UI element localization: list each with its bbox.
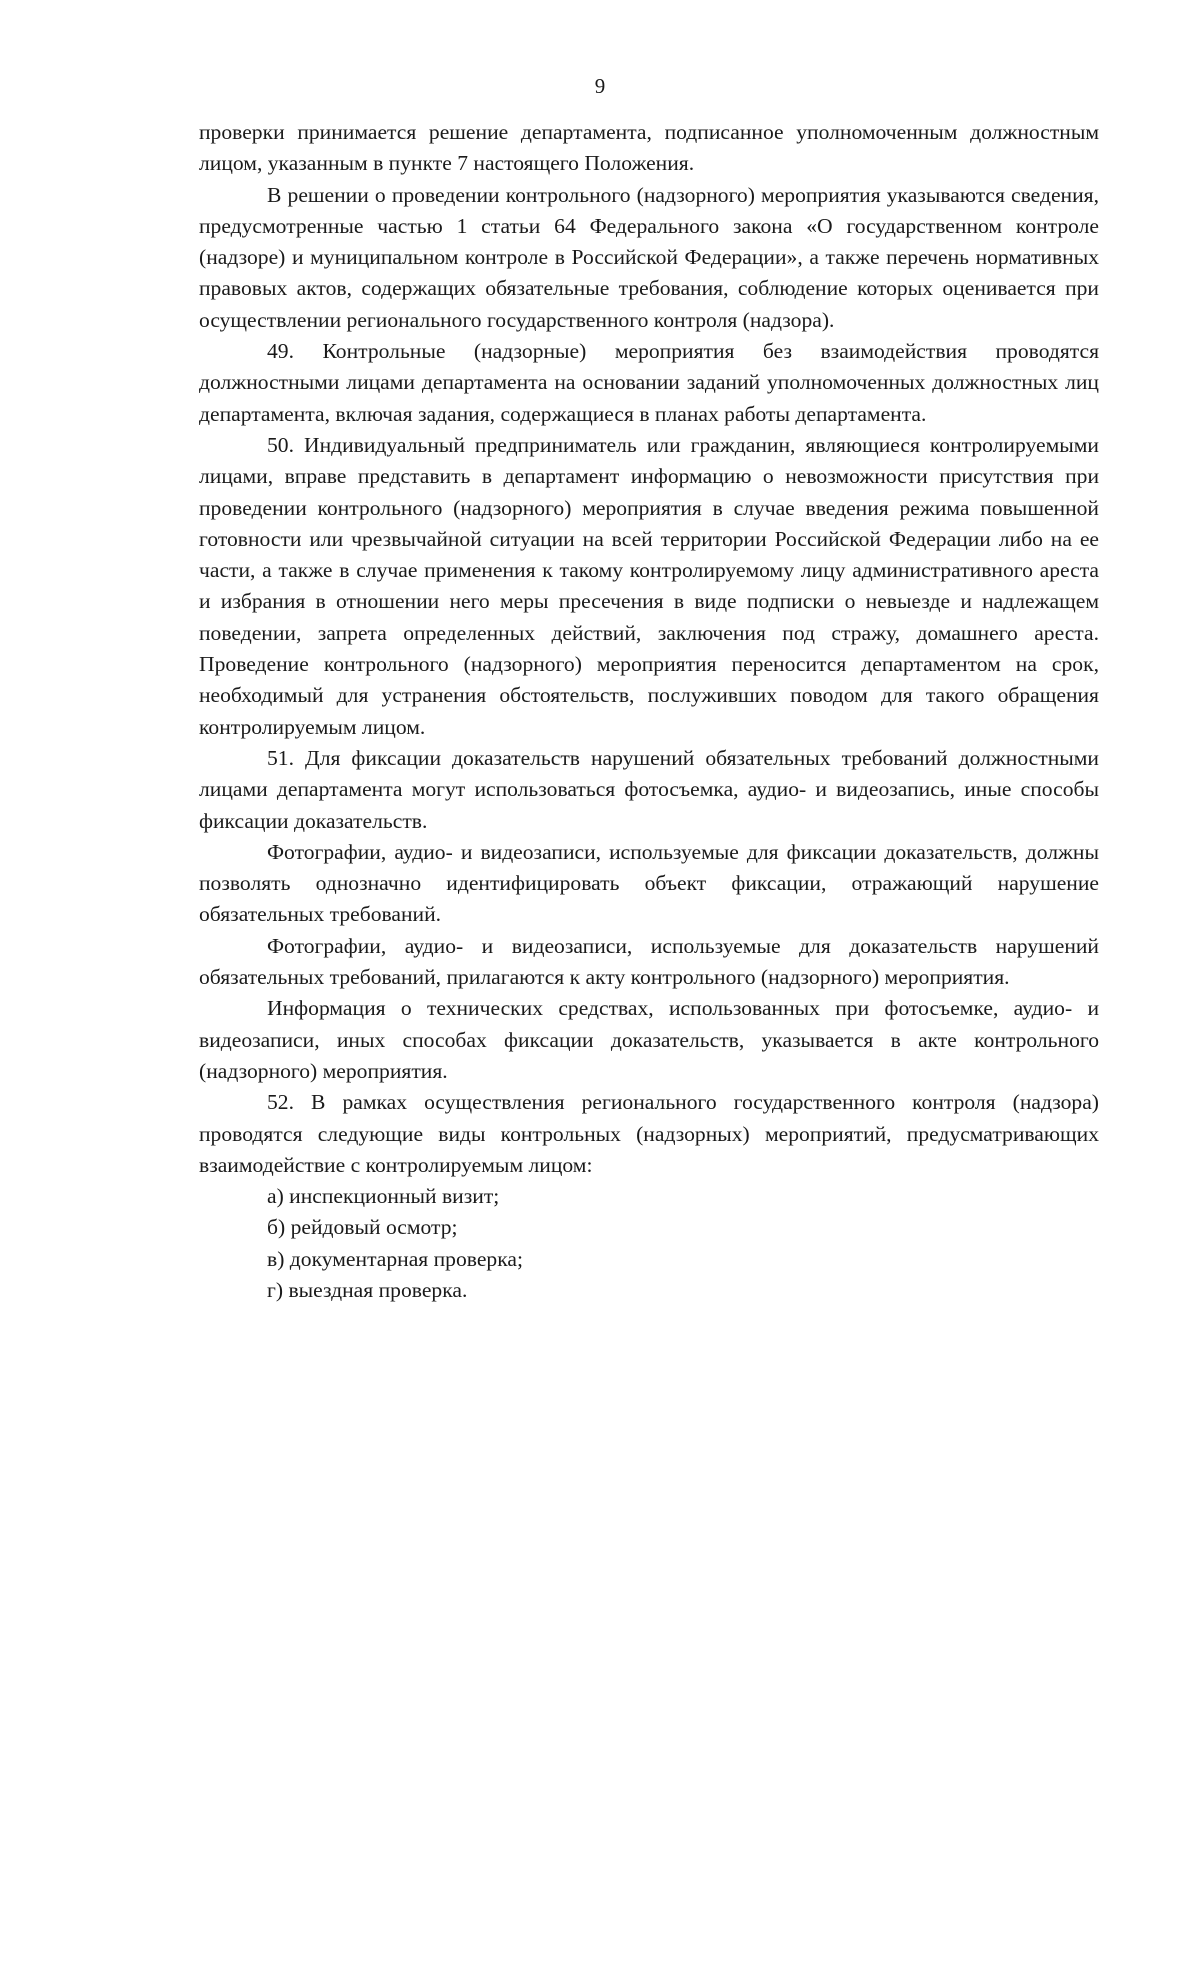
list-item-v: в) документарная проверка; (267, 1246, 523, 1271)
paragraph-item-49: 49. Контрольные (надзорные) мероприятия без взаимодействия проводятся должностными лицами департамента на основании заданий уполномоченных должностных лиц департамента, включая задания, содержащиеся в планах работы департамента. (199, 339, 1099, 426)
list-item-a: а) инспекционный визит; (267, 1184, 500, 1209)
paragraph-item-50: 50. Индивидуальный предприниматель или гражданин, являющиеся контролируемыми лицами, вправе представить в департамент информацию о невозможности присутствия при проведении контрольного (надзорного) мероприятия в случае введения режима повышенной готовности или чрезвычайной ситуации на всей территории Российской Федерации либо на ее части, а также в случае применения к такому контролируемому лицу административного ареста и избрания в отношении него меры пресечения в виде подписки о невыезде и надлежащем поведении, запрета определенных действий, заключения под стражу, домашнего ареста. Проведение контрольного (надзорного) мероприятия переносится департаментом на срок, необходимый для устранения обстоятельств, послуживших поводом для такого обращения контролируемым лицом. (199, 432, 1099, 739)
list-item-g: г) выездная проверка. (267, 1277, 468, 1302)
paragraph-technical-means: Информация о технических средствах, использованных при фотосъемке, аудио- и видеозаписи, иных способах фиксации доказательств, указывается в акте контрольного (надзорного) мероприятия. (199, 996, 1099, 1083)
page-number: 9 (594, 74, 606, 98)
paragraph-photo-attachment: Фотографии, аудио- и видеозаписи, используемые для доказательств нарушений обязательных требований, прилагаются к акту контрольного (надзорного) мероприятия. (199, 933, 1099, 990)
paragraph-item-51: 51. Для фиксации доказательств нарушений обязательных требований должностными лицами департамента могут использоваться фотосъемка, аудио- и видеозапись, иные способы фиксации доказательств. (199, 745, 1099, 833)
document-body (199, 117, 1099, 1306)
paragraph-continuation: проверки принимается решение департамента, подписанное уполномоченным должностным лицом, указанным в пункте 7 настоящего Положения. (199, 120, 1099, 176)
paragraph-decision-contents: В решении о проведении контрольного (надзорного) мероприятия указываются сведения, предусмотренные частью 1 статьи 64 Федерального закона «О государственном контроле (надзоре) и муниципальном контроле в Российской Федерации», а также перечень нормативных правовых актов, содержащих обязательные требования, соблюдение которых оценивается при осуществлении регионального государственного контроля (надзора). (199, 182, 1099, 332)
list-item-b: б) рейдовый осмотр; (267, 1215, 458, 1240)
paragraph-photo-identification: Фотографии, аудио- и видеозаписи, используемые для фиксации доказательств, должны позволять однозначно идентифицировать объект фиксации, отражающий нарушение обязательных требований. (199, 839, 1099, 927)
paragraph-item-52: 52. В рамках осуществления регионального государственного контроля (надзора) проводятся следующие виды контрольных (надзорных) мероприятий, предусматривающих взаимодействие с контролируемым лицом: (199, 1090, 1099, 1177)
